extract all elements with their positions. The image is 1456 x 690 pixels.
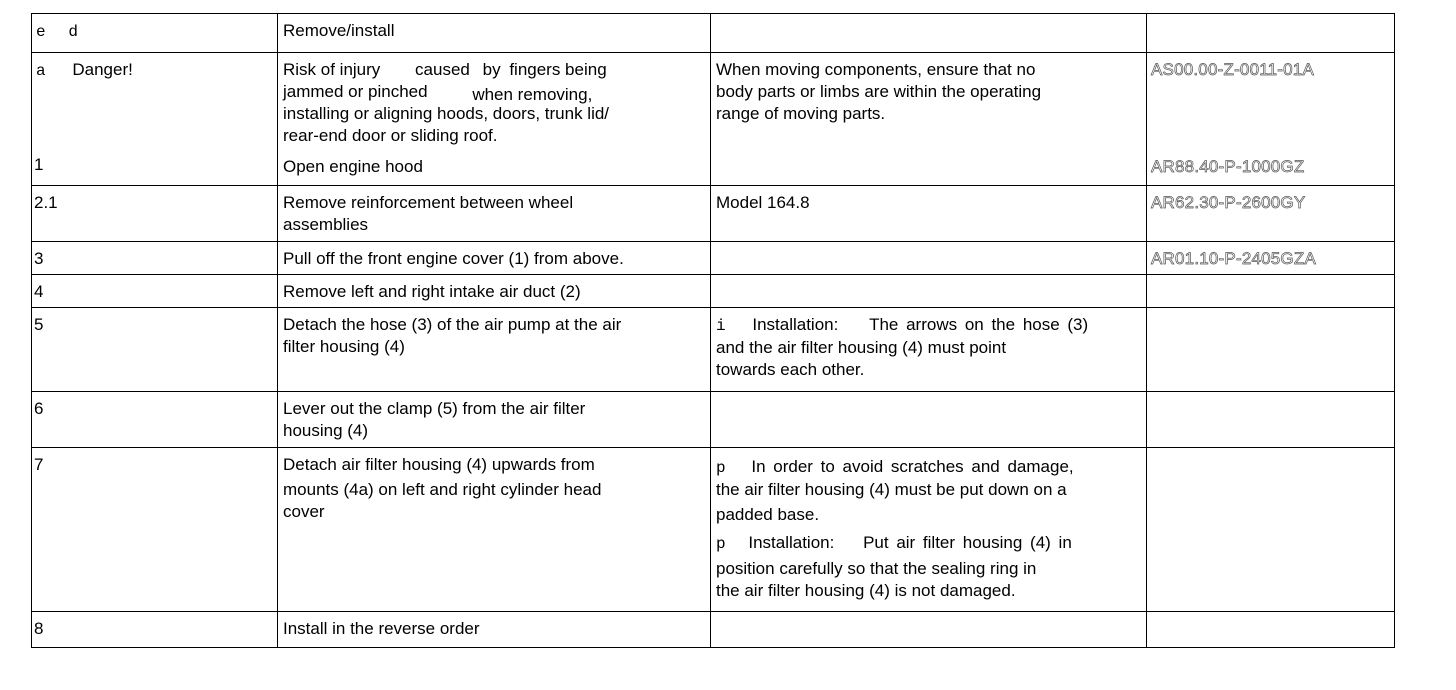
section-title: Remove/install bbox=[283, 21, 395, 40]
procedure-table bbox=[31, 13, 1395, 648]
installation-label: Installation: bbox=[752, 315, 839, 334]
step-text: Lever out the clamp (5) from the air filter bbox=[283, 399, 586, 418]
danger-icon: a bbox=[36, 62, 46, 80]
info-icon: i bbox=[716, 317, 726, 335]
danger-note: When moving components, ensure that no bbox=[716, 60, 1036, 79]
table-row: 6 Lever out the clamp (5) from the air filter housing (4) bbox=[32, 392, 1395, 448]
table-row: 2.1 Remove reinforcement between wheel assemblies Model 164.8 AR62.30-P-2600GY bbox=[32, 186, 1395, 242]
table-row bbox=[32, 612, 1395, 648]
header-title-cell bbox=[278, 14, 711, 53]
note-icon: p bbox=[716, 535, 726, 553]
table-row bbox=[32, 275, 1395, 308]
remove-install-icon: e bbox=[36, 23, 46, 41]
step-number: 7 bbox=[34, 455, 44, 474]
reference-code[interactable]: AR88.40-P-1000GZ bbox=[1151, 157, 1305, 176]
step-number: 2.1 bbox=[34, 193, 58, 212]
reference-code[interactable]: AS00.00-Z-0011-01A bbox=[1151, 60, 1314, 79]
reference-cell bbox=[1147, 53, 1395, 186]
step-number: 1 bbox=[34, 155, 44, 174]
step-text: Remove reinforcement between wheel bbox=[283, 193, 574, 212]
table-row bbox=[32, 242, 1395, 275]
note-cell: When moving components, ensure that no body parts or limbs are within the operating range of moving parts. bbox=[711, 53, 1147, 186]
step-number: 5 bbox=[34, 315, 44, 334]
step-text: Detach the hose (3) of the air pump at the air bbox=[283, 315, 622, 334]
step-text: Remove left and right intake air duct (2) bbox=[283, 282, 581, 301]
step-text-cell: Risk of injury caused by fingers being jammed or pinched when removing, installing or aligning hoods, doors, trunk lid/ rear-end door or sliding roof. Open engine hood bbox=[278, 53, 711, 186]
table-row bbox=[32, 14, 1395, 53]
step-text: Detach air filter housing (4) upwards from bbox=[283, 455, 595, 474]
step-note: The arrows on the hose (3) bbox=[869, 315, 1089, 334]
table-row: 5 Detach the hose (3) of the air pump at the air filter housing (4) i Installation: The arrows on the hose (3) and the air filter housing (4) must point towards each other. bbox=[32, 308, 1395, 392]
step-text: Install in the reverse order bbox=[283, 619, 480, 638]
danger-text: Risk of injury bbox=[283, 60, 381, 79]
reference-code[interactable]: AR62.30-P-2600GY bbox=[1151, 193, 1306, 212]
step-note: In order to avoid scratches and damage, bbox=[751, 457, 1074, 476]
step-number: 3 bbox=[34, 249, 44, 268]
step-number: 8 bbox=[34, 619, 44, 638]
step-note: Put air filter housing (4) in bbox=[863, 533, 1072, 552]
note-icon: p bbox=[716, 459, 726, 477]
reference-code[interactable]: AR01.10-P-2405GZA bbox=[1151, 249, 1316, 268]
danger-label: Danger! bbox=[72, 60, 133, 79]
step-number: 6 bbox=[34, 399, 44, 418]
table-row bbox=[32, 53, 1395, 186]
remove-install-icon-2: d bbox=[68, 23, 78, 41]
danger-cell bbox=[32, 53, 278, 186]
step-note: Model 164.8 bbox=[716, 193, 810, 212]
step-number: 4 bbox=[34, 282, 44, 301]
step-text: Pull off the front engine cover (1) from above. bbox=[283, 249, 624, 268]
step-text: Open engine hood bbox=[283, 157, 423, 176]
table-row: 7 Detach air filter housing (4) upwards from mounts (4a) on left and right cylinder head cover p In order to avoid scratches and damage, the air filter housing (4) must be put down on a padded base. p Installation: Put air filter housing (4) in position carefully so that the sealing ring in the air filter housing (4) is not damaged. bbox=[32, 448, 1395, 612]
installation-label: Installation: bbox=[748, 533, 835, 552]
header-symbol-cell bbox=[32, 14, 278, 53]
